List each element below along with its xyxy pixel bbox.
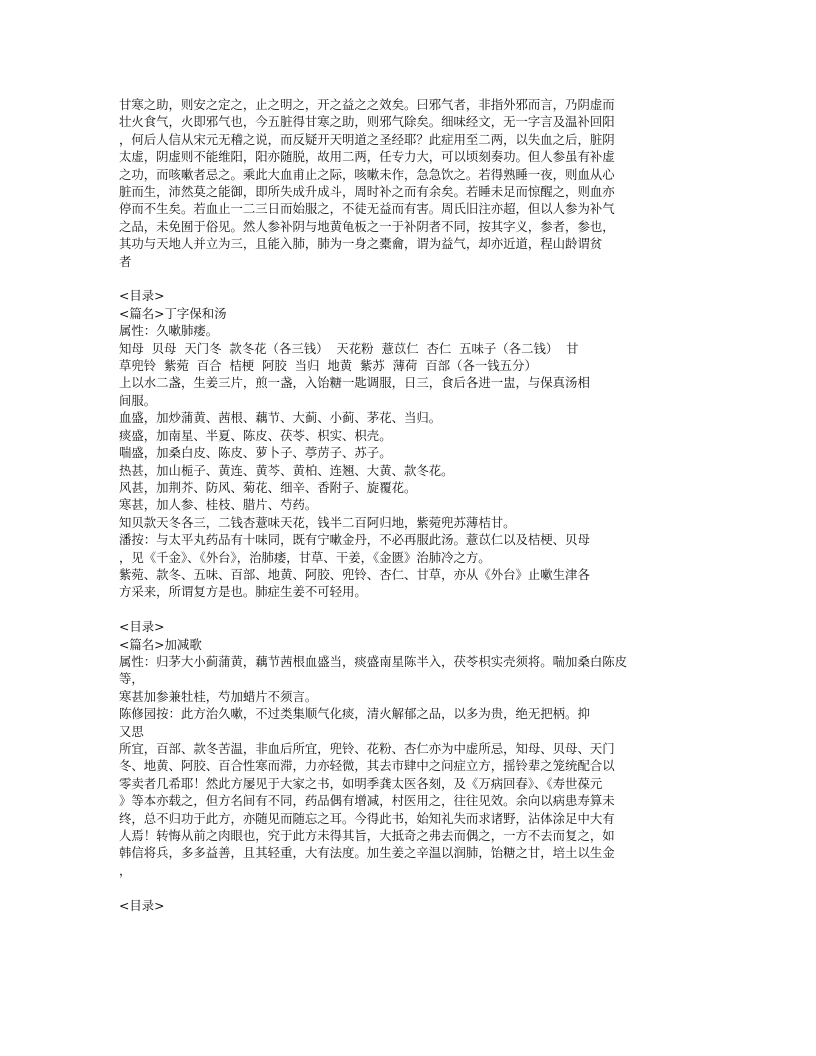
text-line: 血盛，加炒蒲黄、茜根、藕节、大蓟、小蓟、茅花、当归。: [119, 410, 442, 426]
text-line: 之品，未免囿于俗见。然人参补阴与地黄龟板之一于补阴者不同，按其字义，参者，参也，: [119, 218, 615, 234]
text-line: 上以水二盏，生姜三片，煎一盏，入饴糖一匙调服，日三，食后各进一盅，与保真汤相: [119, 375, 590, 391]
text-line: 知贝款天冬各三，二钱杏薏味天花，钱半二百阿归地，紫菀兜苏薄桔甘。: [119, 514, 516, 530]
text-line: 草兜铃 紫菀 百合 桔梗 阿胶 当归 地黄 紫苏 薄荷 百部（各一钱五分）: [119, 358, 537, 374]
blank-line: [119, 601, 679, 618]
text-line: 等，: [119, 671, 144, 687]
text-line: 陈修园按：此方治久嗽，不过类集顺气化痰，清火解郁之品，以多为贵，绝无把柄。抑: [119, 706, 590, 722]
toc-marker: <目录>: [119, 897, 165, 913]
text-line: 零卖者几希耶！然此方屡见于大家之书，如明季龚太医各刻，及《万病回春》、《寿世葆元: [119, 775, 603, 791]
text-line: 又思: [119, 723, 144, 739]
blank-line: [119, 879, 679, 896]
text-line: 终，总不归功于此方，亦随见而随忘之耳。今得此书，始知礼失而求诸野，沾体涂足中大有: [119, 810, 615, 826]
text-line: 风甚，加荆芥、防风、菊花、细辛、香附子、旋覆花。: [119, 479, 417, 495]
text-line: 者: [119, 253, 132, 269]
text-line: 知母 贝母 天门冬 款冬花（各三钱） 天花粉 薏苡仁 杏仁 五味子（各二钱） 甘: [119, 340, 579, 356]
section-title: <篇名>丁字保和汤: [119, 305, 227, 321]
text-line: 其功与天地人并立为三，且能入肺，肺为一身之橐龠，谓为益气，却亦近道，程山龄谓贫: [119, 236, 603, 252]
text-line: 喘盛，加桑白皮、陈皮、萝卜子、葶苈子、苏子。: [119, 445, 392, 461]
text-line: 属性：归茅大小蓟蒲黄，藕节茜根血盛当，痰盛南星陈半入，茯苓枳实壳须将。喘加桑白陈皮: [119, 653, 628, 669]
text-line: ，何后人信从宋元无稽之说，而反疑开天明道之圣经耶？此症用至二两，以失血之后，脏阴: [119, 131, 615, 147]
text-line: 潘按：与太平丸药品有十味同，既有宁嗽金丹，不必再服此汤。薏苡仁以及桔梗、贝母: [119, 532, 590, 548]
text-line: 停而不生矣。若血止一二三日而始服之，不徒无益而有害。周氏旧注亦超，但以人参为补气: [119, 201, 615, 217]
text-line: 甘寒之助，则安之定之，止之明之，开之益之之效矣。曰邪气者，非指外邪而言，乃阴虚而: [119, 97, 615, 112]
blank-line: [119, 270, 679, 287]
paragraph-continuation: [119, 96, 679, 270]
text-line: 壮火食气，火即邪气也，今五脏得甘寒之助，则邪气除矣。细味经文，无一字言及温补回阳: [119, 114, 615, 130]
text-line: 寒甚，加人参、桂枝、腊片、芍药。: [119, 497, 318, 513]
text-line: ，见《千金》、《外台》，治肺痿，甘草、干姜，《金匮》治肺冷之方。: [119, 549, 491, 565]
text-line: 紫菀、款冬、五味、百部、地黄、阿胶、兜铃、杏仁、甘草，亦从《外台》止嗽生津各: [119, 566, 590, 582]
text-line: 太虚，阴虚则不能维阳，阳亦随脱，故用二两，任专力大，可以顷刻奏功。但人参虽有补虚: [119, 149, 615, 165]
text-line: 人焉！转悔从前之肉眼也，究于此方未得其旨，大抵奇之弗去而偶之，一方不去而复之，如: [119, 828, 615, 844]
text-line: ，: [119, 862, 132, 878]
text-line: 脏而生，沛然莫之能御，即所失成升成斗，周时补之而有余矣。若睡未足而惊醒之，则血亦: [119, 184, 615, 200]
section-dingzi-baohe-tang: [119, 287, 679, 600]
text-line: 之功，而咳嗽者忌之。乘此大血甫止之际，咳嗽未作，急急饮之。若得熟睡一夜，则血从心: [119, 166, 615, 182]
text-line: 方采来，所谓复方是也。肺症生姜不可轻用。: [119, 584, 367, 600]
text-line: 》等本亦载之，但方名间有不同，药品偶有增减，村医用之，往往见效。余向以病患寿算未: [119, 793, 615, 809]
text-line: 寒甚加参兼牡桂，芍加蜡片不须言。: [119, 688, 318, 704]
text-line: 冬、地黄、阿胶、百合性寒而滞，力亦轻微，其去市肆中之问症立方，摇铃辈之笼统配合以: [119, 758, 615, 774]
text-line: 热甚，加山栀子、黄连、黄芩、黄柏、连翘、大黄、款冬花。: [119, 462, 454, 478]
toc-marker: <目录>: [119, 288, 165, 304]
text-line: 所宜，百部、款冬苦温，非血后所宜，兜铃、花粉、杏仁亦为中虚所忌，知母、贝母、天门: [119, 741, 615, 756]
text-line: 痰盛，加南星、半夏、陈皮、茯苓、枳实、枳壳。: [119, 427, 392, 443]
text-line: 属性：久嗽肺痿。: [119, 323, 219, 339]
toc-marker: <目录>: [119, 619, 165, 635]
section-jiajian-ge: [119, 618, 679, 879]
section-title: <篇名>加减歌: [119, 636, 202, 652]
text-line: 间服。: [119, 392, 157, 408]
text-line: 韩信将兵，多多益善，且其轻重，大有法度。加生姜之辛温以润肺，饴糖之甘，培土以生金: [119, 845, 615, 861]
document-page: [119, 96, 679, 914]
